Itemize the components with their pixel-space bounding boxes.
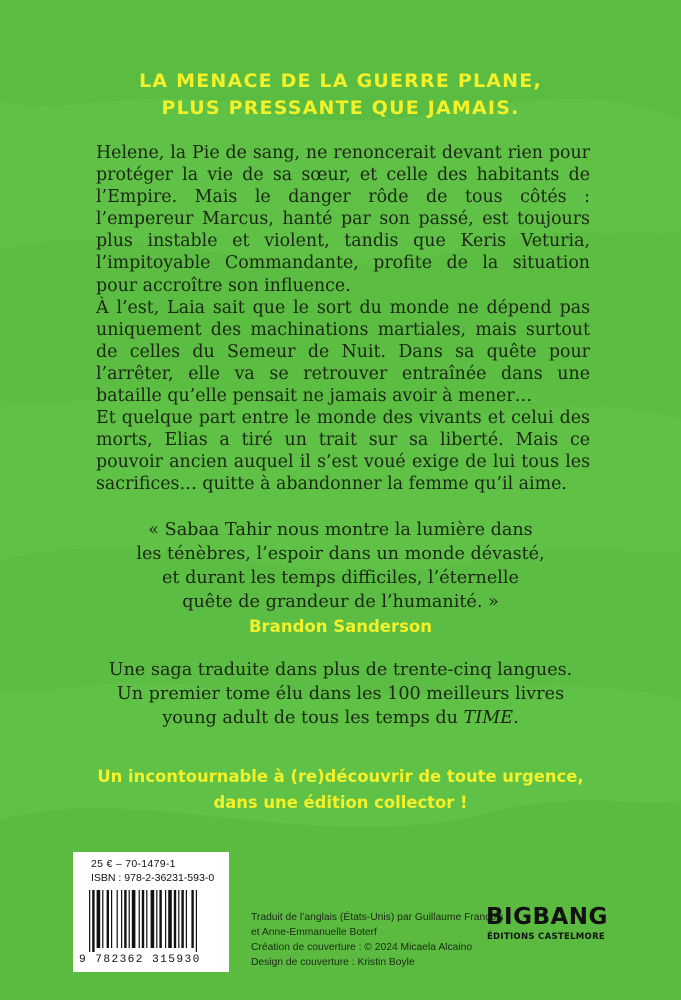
tagline <box>0 764 681 816</box>
synopsis-paragraph: Et quelque part entre le monde des vivants et celui des morts, Elias a tiré un trait sur sa liberté. Mais ce pouvoir ancien auquel il s’est voué exige de lui tous les sacrifices… quitte à abandonner la femme qu’il aime. <box>96 408 590 495</box>
barcode-bar <box>89 890 90 952</box>
synopsis-paragraph: Helene, la Pie de sang, ne renoncerait devant rien pour protéger la vie de sa sœur, et celle des habitants de l’Empire. Mais le danger rôde de tous côtés : l’empereur Marcus, hanté par son passé, est toujours plus instable et violent, tandis que Keris Veturia, l’impitoyable Commandante, profite de la situation pour accroître son influence. <box>96 143 590 296</box>
credit-line: Design de couverture : Kristin Boyle <box>251 957 415 968</box>
saga-line-2: Un premier tome élu dans les 100 meilleurs livres <box>116 684 565 704</box>
barcode-bar <box>117 890 118 948</box>
tagline-line-1: Un incontournable à (re)découvrir de toute urgence, <box>97 767 584 786</box>
headline <box>0 68 681 122</box>
barcode-label <box>73 852 229 972</box>
credit-line: Traduit de l’anglais (États-Unis) par Guillaume François <box>251 912 504 923</box>
saga-line-3: young adult de tous les temps du TIME. <box>162 708 519 728</box>
synopsis <box>96 142 590 496</box>
quote-author: Brandon Sanderson <box>248 617 433 636</box>
credit-line: Création de couverture : © 2024 Micaela Alcaino <box>251 942 473 953</box>
quote-line: « Sabaa Tahir nous montre la lumière dans <box>148 520 533 540</box>
credit-line: et Anne-Emmanuelle Boterf <box>251 927 377 938</box>
barcode-bar <box>121 890 122 948</box>
barcode-bar <box>178 890 179 948</box>
credits <box>251 910 504 970</box>
quote-line: et durant les temps difficiles, l’éternelle <box>162 568 519 588</box>
barcode-bar <box>181 890 183 948</box>
barcode-bar <box>124 890 126 948</box>
barcode-bar <box>142 890 144 948</box>
tagline-line-2: dans une édition collector ! <box>213 793 468 812</box>
barcode-icon <box>87 890 217 952</box>
publisher-logo <box>486 903 606 942</box>
review-quote <box>0 518 681 639</box>
quote-line: les ténèbres, l’espoir dans un monde dévasté, <box>136 544 545 564</box>
barcode-bar <box>159 890 161 948</box>
barcode-bar <box>151 890 155 948</box>
barcode-bar <box>97 890 101 948</box>
barcode-bar <box>196 890 197 952</box>
barcode-bar <box>156 890 157 948</box>
barcode-bar <box>129 890 130 948</box>
barcode-bar <box>174 890 176 948</box>
barcode-bar <box>107 890 109 948</box>
saga-info <box>0 658 681 730</box>
barcode-bar <box>132 890 136 948</box>
barcode-bar <box>186 890 187 948</box>
barcode-bar <box>146 890 147 948</box>
barcode-bar <box>165 890 166 948</box>
saga-line-1: Une saga traduite dans plus de trente-cinq langues. <box>108 660 573 680</box>
barcode-bar <box>139 890 140 948</box>
publisher-name: BIGBANG <box>486 904 608 930</box>
barcode-bar <box>191 890 193 948</box>
headline-line-2: PLUS PRESSANTE QUE JAMAIS. <box>161 97 520 119</box>
barcode-bar <box>111 890 112 948</box>
quote-line: quête de grandeur de l’humanité. » <box>182 592 499 612</box>
headline-line-1: LA MENACE DE LA GUERRE PLANE, <box>139 70 542 92</box>
barcode-bar <box>102 890 103 948</box>
synopsis-paragraph: À l’est, Laia sait que le sort du monde ne dépend pas uniquement des machinations martiales, mais surtout de celles du Semeur de Nuit. Dans sa quête pour l’arrêter, elle va se retrouver entraînée dans une bataille qu’elle pensait ne jamais avoir à mener… <box>96 297 590 407</box>
time-magazine-title: TIME <box>463 708 514 728</box>
publisher-imprint: ÉDITIONS CASTELMORE <box>486 932 606 942</box>
barcode-bar <box>168 890 172 948</box>
price-code: 25 € – 70-1479-1 <box>91 858 176 870</box>
barcode-bar <box>92 890 94 952</box>
barcode-digits: 9 782362 315930 <box>79 954 201 966</box>
isbn-text: ISBN : 978-2-36231-593-0 <box>91 872 215 884</box>
